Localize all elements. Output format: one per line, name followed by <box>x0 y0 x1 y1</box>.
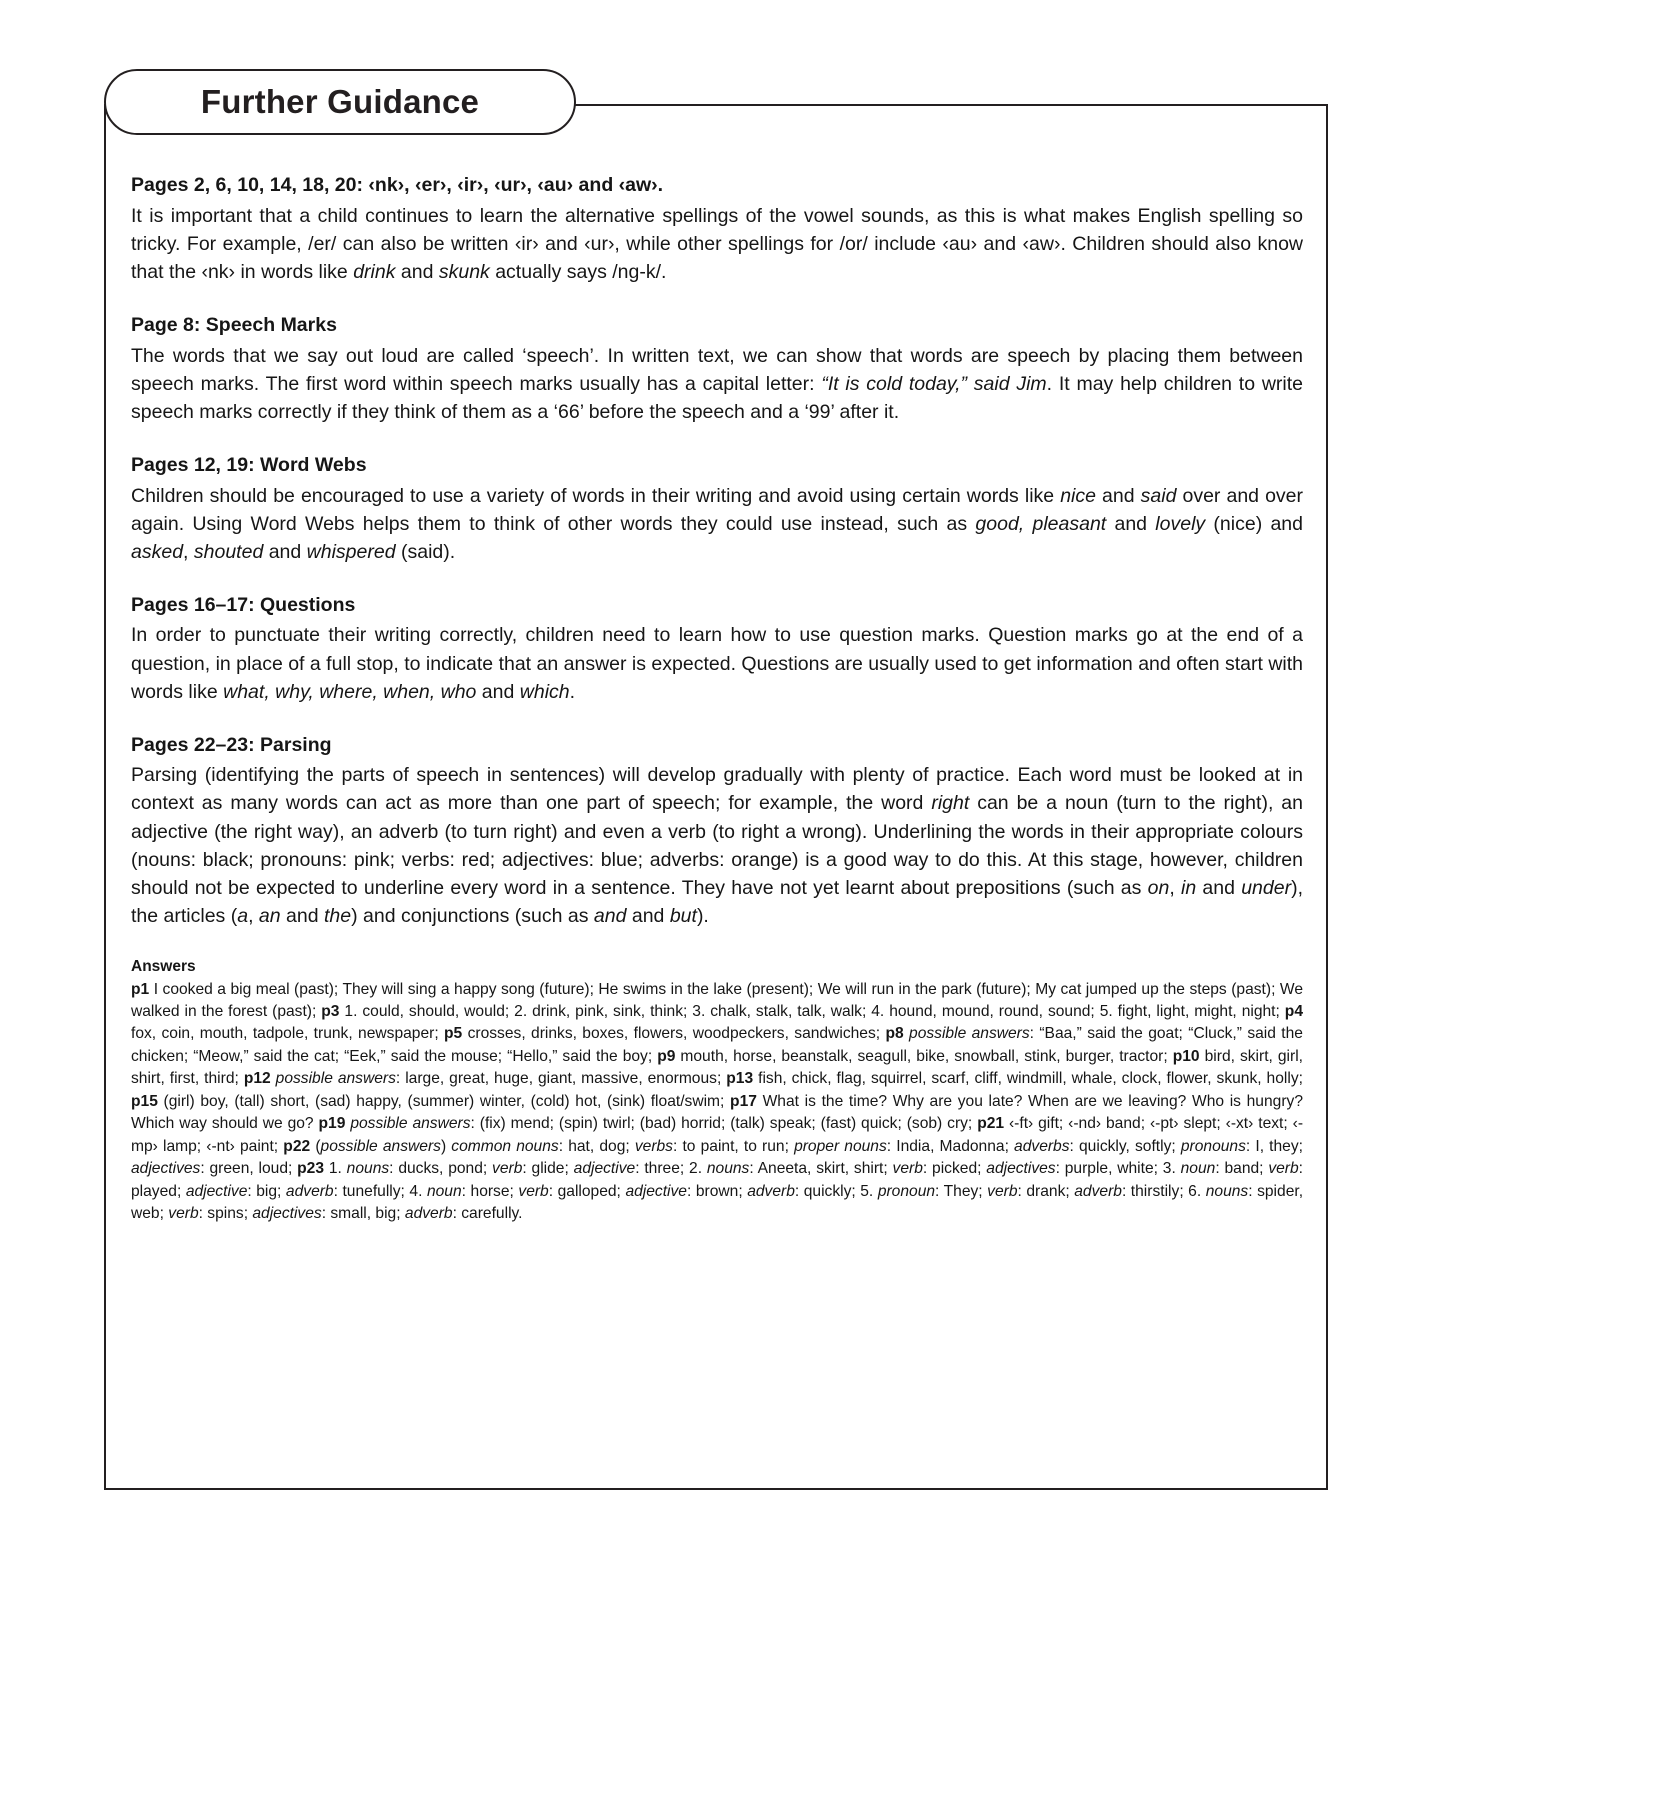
page-title-tab <box>104 69 576 135</box>
section-alt-spellings <box>131 172 1303 286</box>
section-parsing <box>131 732 1303 930</box>
section-heading: Pages 2, 6, 10, 14, 18, 20: ‹nk›, ‹er›, ‹ir›, ‹ur›, ‹au› and ‹aw›. <box>131 174 664 196</box>
section-questions <box>131 592 1303 706</box>
section-answers <box>131 956 1303 1226</box>
guidance-content <box>131 172 1303 1252</box>
section-word-webs <box>131 452 1303 566</box>
section-heading: Pages 22–23: Parsing <box>131 733 332 756</box>
section-body: The words that we say out loud are called ‘speech’. In written text, we can show that words are speech by placing them between speech marks. The first word within speech marks usually has a capital letter: “It is cold today,” said Jim. It may help children to write speech marks correctly if they think of them as a ‘66’ before the speech and a ‘99’ after it. <box>131 344 1303 423</box>
section-heading: Pages 16–17: Questions <box>131 593 356 616</box>
section-speech-marks <box>131 312 1303 426</box>
section-heading: Pages 12, 19: Word Webs <box>131 453 367 476</box>
page-title: Further Guidance <box>200 83 480 120</box>
section-body: Children should be encouraged to use a variety of words in their writing and avoid using certain words like nice and said over and over again. Using Word Webs helps them to think of other words they could use instead, such as good, pleasant and lovely (nice) and asked, shouted and whispered (said). <box>131 484 1304 563</box>
section-body: It is important that a child continues to learn the alternative spellings of the vowel sounds, as this is what makes English spelling so tricky. For example, /er/ can also be written ‹ir› and ‹ur›, while other spellings for /or/ include ‹au› and ‹aw›. Children should also know that the ‹nk› in words like drink and skunk actually says /ng-k/. <box>131 204 1303 283</box>
section-heading: Page 8: Speech Marks <box>131 313 337 336</box>
section-body: In order to punctuate their writing correctly, children need to learn how to use question marks. Question marks go at the end of a question, in place of a full stop, to indicate that an answer is expected. Questions are usually used to get information and often start with words like what, why, where, when, who and which. <box>131 624 1303 703</box>
answers-body: p1 I cooked a big meal (past); They will sing a happy song (future); He swims in the lake (present); We will run in the park (future); My cat jumped up the steps (past); We walked in the forest (past); p3 1. could, should, would; 2. drink, pink, sink, think; 3. chalk, stalk, talk, walk; 4. hound, mound, round, sound; 5. fight, light, might, night; p4 fox, coin, mouth, tadpole, trunk, newspaper; p5 crosses, drinks, boxes, flowers, woodpeckers, sandwiches; p8 possible answers: “Baa,” said the goat; “Cluck,” said the chicken; “Meow,” said the cat; “Eek,” said the mouse; “Hello,” said the boy; p9 mouth, horse, beanstalk, seagull, bike, snowball, stink, burger, tractor; p10 bird, skirt, girl, shirt, first, third; p12 possible answers: large, great, huge, giant, massive, enormous; p13 fish, chick, flag, squirrel, scarf, cliff, windmill, whale, clock, flower, skunk, holly; p15 (girl) boy, (tall) short, (sad) happy, (summer) winter, (cold) hot, (sink) float/swim; p17 What is the time? Why are you late? When are we leaving? Who is hungry? Which way should we go? p19 possible answers: (fix) mend; (spin) twirl; (bad) horrid; (talk) speak; (fast) quick; (sob) cry; p21 ‹-ft› gift; ‹-nd› band; ‹-pt› slept; ‹-xt› text; ‹-mp› lamp; ‹-nt› paint; p22 (possible answers) common nouns: hat, dog; verbs: to paint, to run; proper nouns: India, Madonna; adverbs: quickly, softly; pronouns: I, they; adjectives: green, loud; p23 1. nouns: ducks, pond; verb: glide; adjective: three; 2. nouns: Aneeta, skirt, shirt; verb: picked; adjectives: purple, white; 3. noun: band; verb: played; adjective: big; adverb: tunefully; 4. noun: horse; verb: galloped; adjective: brown; adverb: quickly; 5. pronoun: They; verb: drank; adverb: thirstily; 6. nouns: spider, web; verb: spins; adjectives: small, big; adverb: carefully. <box>131 980 1304 1223</box>
section-body: Parsing (identifying the parts of speech in sentences) will develop gradually with plenty of practice. Each word must be looked at in context as many words can act as more than one part of speech; for example, the word right can be a noun (turn to the right), an adjective (the right way), an adverb (to turn right) and even a verb (to right a wrong). Underlining the words in their appropriate colours (nouns: black; pronouns: pink; verbs: red; adjectives: blue; adverbs: orange) is a good way to do this. At this stage, however, children should not be expected to underline every word in a sentence. They have not yet learnt about prepositions (such as on, in and under), the articles (a, an and the) and conjunctions (such as and and but). <box>131 764 1303 927</box>
answers-heading: Answers <box>131 957 196 975</box>
